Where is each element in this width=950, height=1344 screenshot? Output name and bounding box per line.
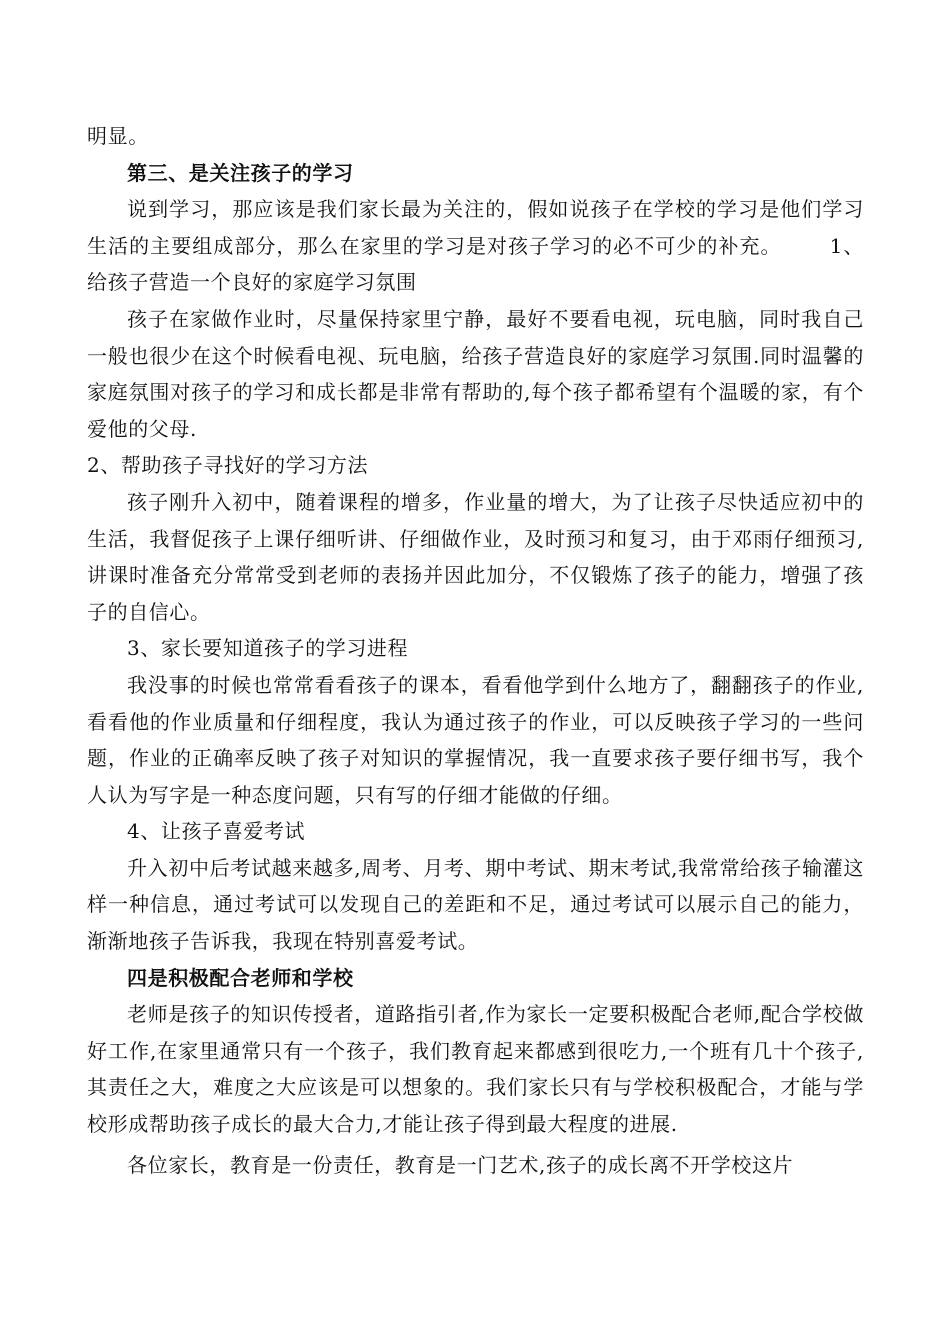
subheading-love-exams: 4、让孩子喜爱考试: [127, 819, 306, 844]
paragraph-love-exams: 升入初中后考试越来越多,周考、月考、期中考试、期末考试,我常常给孩子输灌这样一种信息，通过考试可以发现自己的差距和不足，通过考试可以展示自己的能力，渐渐地孩子告诉我，我现在特别喜爱考试。: [87, 855, 864, 954]
paragraph-learning-intro-text: 说到学习，那应该是我们家长最为关注的，假如说孩子在学校的学习是他们学习生活的主要组成部分，那么在家里的学习是对孩子学习的必不可少的补充。: [87, 197, 864, 258]
subheading-study-methods: 2、帮助孩子寻找好的学习方法: [87, 453, 369, 478]
section-heading-cooperate: 四是积极配合老师和学校: [127, 965, 354, 990]
paragraph-continuation: 明显。: [87, 124, 149, 148]
section-heading-learning: 第三、是关注孩子的学习: [127, 160, 354, 185]
subheading-study-atmosphere: 1、给孩子营造一个良好的家庭学习氛围: [87, 233, 864, 295]
subheading-learning-progress: 3、家长要知道孩子的学习进程: [127, 636, 409, 661]
paragraph-learning-progress: 我没事的时候也常常看看孩子的课本，看看他学到什么地方了，翻翻孩子的作业,看看他的作业质量和仔细程度，我认为通过孩子的作业，可以反映孩子学习的一些问题，作业的正确率反映了孩子对知识的掌握情况，我一直要求孩子要仔细书写，我个人认为写字是一种态度问题，只有写的仔细才能做的仔细。: [87, 672, 864, 807]
paragraph-cooperate: 老师是孩子的知识传授者，道路指引者,作为家长一定要积极配合老师,配合学校做好工作,在家里通常只有一个孩子，我们教育起来都感到很吃力,一个班有几十个孩子,其责任之大，难度之大应该是可以想象的。我们家长只有与学校积极配合，才能与学校形成帮助孩子成长的最大合力,才能让孩子得到最大程度的进展.: [87, 1002, 864, 1137]
document-body: [87, 118, 864, 1183]
paragraph-closing: 各位家长，教育是一份责任，教育是一门艺术,孩子的成长离不开学校这片: [127, 1152, 794, 1177]
paragraph-study-atmosphere: 孩子在家做作业时，尽量保持家里宁静，最好不要看电视，玩电脑，同时我自己一般也很少在这个时候看电视、玩电脑，给孩子营造良好的家庭学习氛围.同时温馨的家庭氛围对孩子的学习和成长都是非常有帮助的,每个孩子都希望有个温暖的家，有个爱他的父母.: [87, 306, 864, 441]
paragraph-learning-intro: [87, 191, 864, 301]
paragraph-study-methods: 孩子刚升入初中，随着课程的增多，作业量的增大，为了让孩子尽快适应初中的生活，我督促孩子上课仔细听讲、仔细做作业，及时预习和复习，由于邓雨仔细预习,讲课时准备充分常常受到老师的表扬并因此加分，不仅锻炼了孩子的能力，增强了孩子的自信心。: [87, 489, 864, 624]
